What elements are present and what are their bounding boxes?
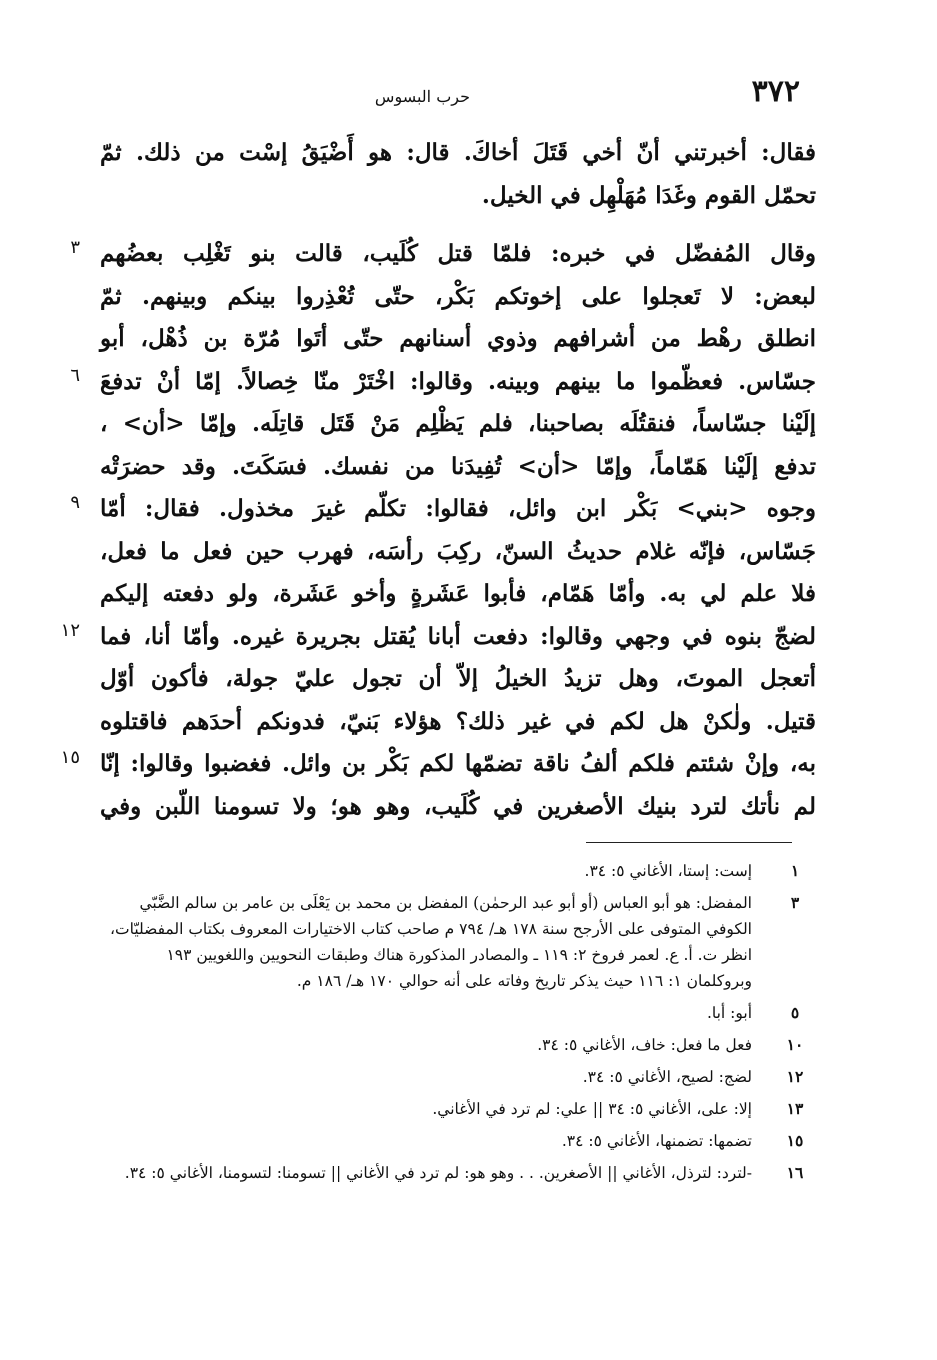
- text-line: [70, 233, 820, 276]
- footnote-number: ١٢: [786, 1067, 804, 1086]
- footnote: [110, 1128, 810, 1154]
- line-number: ١٢: [60, 619, 80, 641]
- footnote-number: ٥: [790, 1003, 800, 1022]
- footnotes: [110, 858, 810, 1192]
- footnote: [110, 1064, 810, 1090]
- footnote-number: ١: [790, 861, 800, 880]
- text-line: لم نأتك لترد بنيك الأصغرين في كُلَيب، وهو هو؛ ولا تسومنا اللّبن وفي: [100, 792, 816, 820]
- text-line: تدفع إلَيْنا هَمّاماً، وإمّا <أن> تُفِيدَنا من نفسك. فسَكَتَ. وقد حضرَتْه: [100, 452, 816, 480]
- text-line: أتعجل الموتَ، وهل تزيدُ الخيلُ إلاّ أن تجول عليّ جولة، فأكون أوّل: [100, 665, 816, 692]
- footnote: [110, 1032, 810, 1058]
- page-header: [100, 72, 800, 112]
- line-number: ٣: [70, 237, 80, 258]
- page-number: ٣٧٢: [751, 74, 800, 109]
- text-line: جَسّاس، فإنّه غلام حديثُ السنّ، ركِبَ رأسَه، فهرب حين فعل ما فعل،: [100, 537, 816, 565]
- text-line: انطلق رهْط من أشرافهم وذوي أسنانهم حتّى أتَوا مُرّة بن ذُهْل، أبو: [100, 325, 816, 352]
- footnote-text: المفضل: هو أبو العباس (أو أبو عبد الرحمٰن) المفضل بن محمد بن يَعْلَى بن عامر بن سالم الضَّبّي الكوفي المتوفى على الأرجح سنة ١٧٨ هـ/ ٧٩٤ م صاحب كتاب الاختيارات المعروف بكتاب المفضليّات، انظر ت. أ. ع. لعمر فروخ ٢: ١١٩ ـ والمصادر المذكورة هناك وطبقات النحويين واللغويين ١٩٣ وبروكلمان ١: ١١٦ حيث يذكر تاريخ وفاته على أنه حوالي ١٧٠ هـ/ ١٨٦ م.: [110, 894, 752, 990]
- line-text: جسّاس. فعظّموا ما بينهم وبينه. وقالوا: اخْتَرْ منّا خِصالاً. إمّا أنْ تدفعَ: [100, 367, 816, 395]
- text-line: [60, 743, 820, 786]
- main-text: [60, 132, 820, 828]
- line-number: ١٥: [60, 747, 80, 768]
- paragraph: [100, 132, 820, 217]
- text-line: إلَيْنا جسّاساً، فنقتُلَه بصاحبنا، فلم يَظْلِم مَنْ قَتَل قاتِلَه. وإمّا <أن> ،: [100, 410, 816, 437]
- running-title: حرب البسوس: [374, 87, 470, 106]
- line-number: ٩: [70, 492, 80, 513]
- footnote-text: إست: إستا، الأغاني ٥: ٣٤.: [584, 862, 752, 880]
- line-text: به، وإنْ شئتم فلكم ألفُ ناقة تضمّها لكم بَكْر بن وائل. فغضبوا وقالوا: إنّا: [100, 750, 816, 777]
- footnote-text: لضج: لصيح، الأغاني ٥: ٣٤.: [582, 1068, 752, 1086]
- text-line: [70, 488, 820, 531]
- line-number: ٦: [70, 364, 80, 386]
- footnote: [110, 1160, 810, 1186]
- text-line: لبعض: لا تَعجلوا على إخوتكم بَكْر، حتّى تُعْذِروا بينكم وبينهم. ثمّ: [100, 282, 816, 310]
- footnote-text: فعل ما فعل: خاف، الأغاني ٥: ٣٤.: [537, 1036, 752, 1054]
- line-text: وقال المُفضّل في خبره: فلمّا قتل كُلَيب، قالت بنو تَغْلِب بعضُهم: [100, 240, 816, 267]
- footnote: [110, 890, 810, 994]
- text-line: فلا علم لي به. وأمّا هَمّام، فأبوا عَشَرةٍ وأخو عَشَرة، ولو دفعته إليكم: [100, 580, 816, 607]
- footnote: [110, 858, 810, 884]
- footnote-text: تضمها: تضمنها، الأغاني ٥: ٣٤.: [561, 1132, 752, 1150]
- text-line: قتيل. ولٰكنْ هل لكم في غير ذلك؟ هؤلاء بَنيّ، فدونكم أحدَهم فاقتلوه: [100, 707, 816, 735]
- footnote-separator: [586, 842, 792, 843]
- footnote-text: -لترد: لترذل، الأغاني || الأصغرين. . . وهو هو: لم ترد في الأغاني || تسومنا: لتسومنا، الأغاني ٥: ٣٤.: [124, 1164, 752, 1182]
- paragraph: [60, 233, 820, 828]
- line-text: لضجّ بنوه في وجهي وقالوا: دفعت أبانا يُقتل بجريرة غيره. وأمّا أنا، فما: [100, 622, 816, 650]
- footnote: [110, 1096, 810, 1122]
- text-line: فقال: أخبرتني أنّ أخي قَتَلَ أخاكَ. قال: هو أَضْيَقُ إسْت من ذلك. ثمّ: [100, 139, 816, 166]
- text-line: [60, 616, 820, 659]
- footnote-text: إلا: على، الأغاني ٥: ٣٤ || علي: لم ترد في الأغاني.: [432, 1100, 752, 1118]
- text-line: [70, 361, 820, 404]
- footnote-number: ١٣: [786, 1099, 804, 1118]
- footnote: [110, 1000, 810, 1026]
- text-line: تحمّل القوم وغَدَا مُهَلْهِل في الخيل.: [481, 181, 816, 209]
- line-text: وجوه <بني> بَكْر ابن وائل، فقالوا: تكلّم غيرَ مخذول. فقال: أمّا: [100, 495, 816, 522]
- footnote-number: ١٦: [786, 1163, 804, 1182]
- footnote-number: ١٥: [786, 1131, 804, 1150]
- footnote-number: ١٠: [786, 1035, 804, 1054]
- footnote-text: أبو: أبا.: [706, 1004, 752, 1022]
- footnote-number: ٣: [790, 893, 800, 912]
